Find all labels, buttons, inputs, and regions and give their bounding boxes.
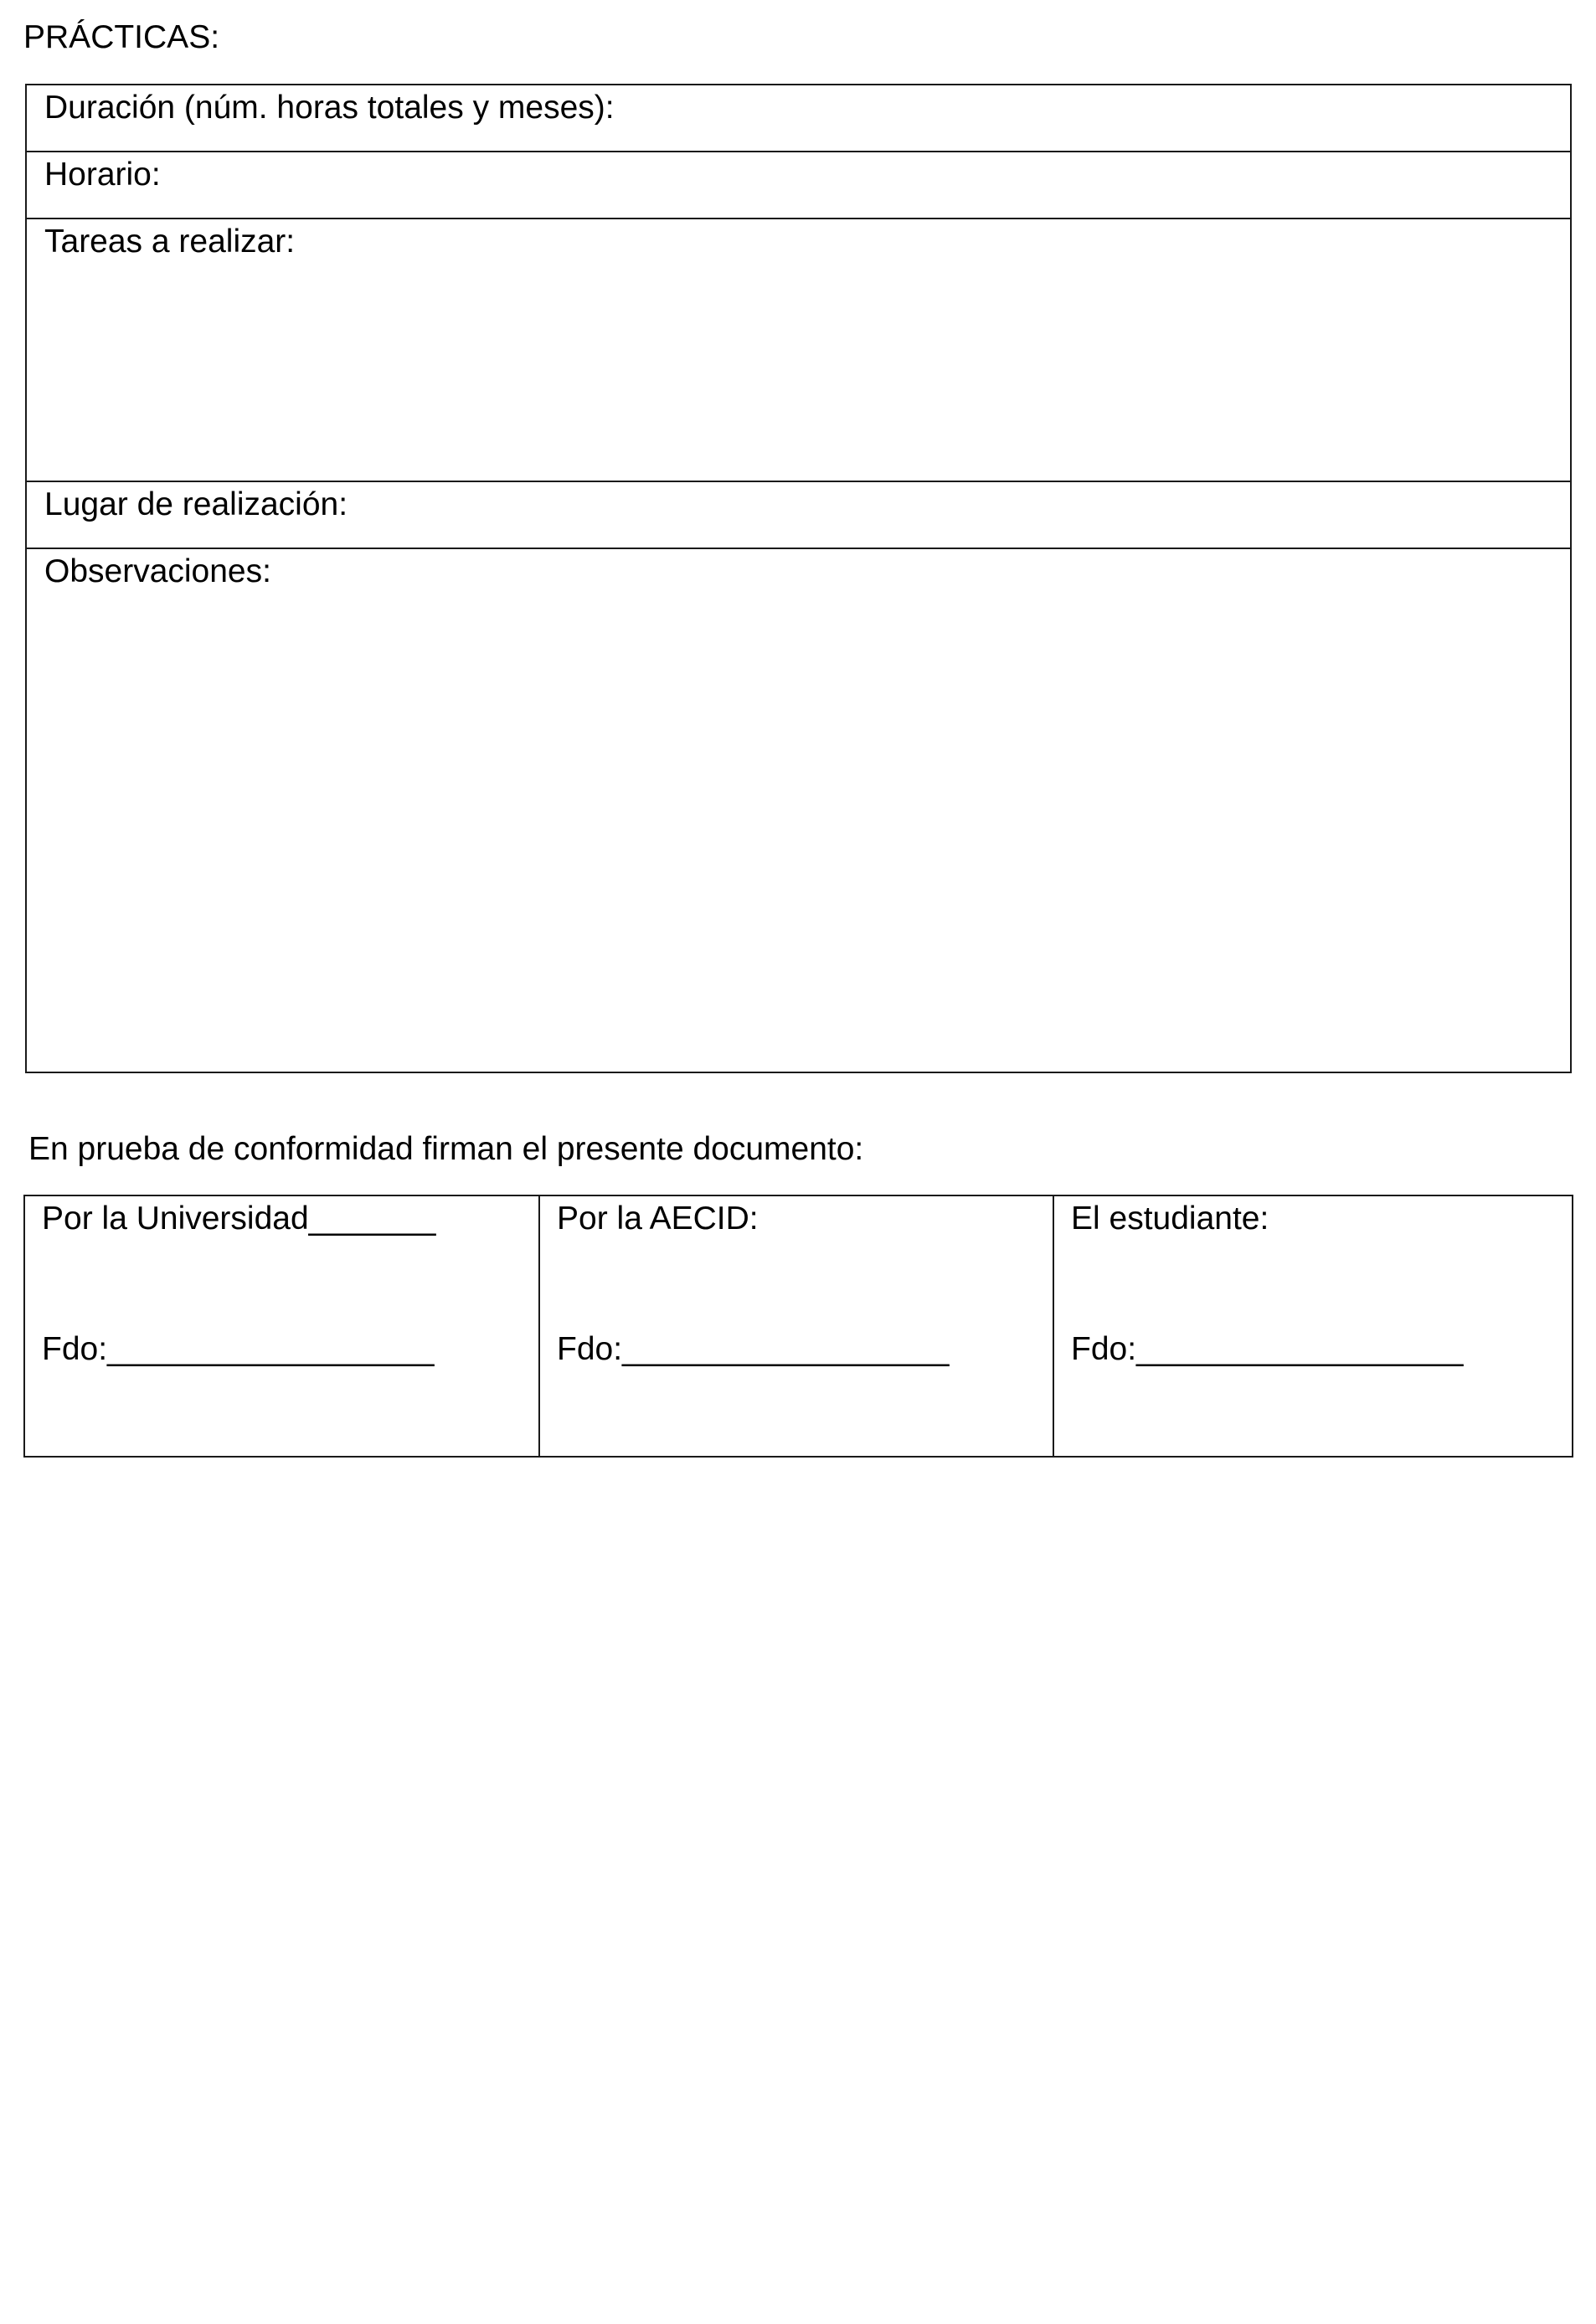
- firma-aecid-header: Por la AECID:: [557, 1201, 759, 1237]
- horario-field[interactable]: [27, 152, 1570, 219]
- lugar-label: Lugar de realización:: [44, 486, 348, 522]
- firma-estudiante-fdo: Fdo:__________________: [1071, 1331, 1464, 1367]
- observaciones-label: Observaciones:: [44, 553, 271, 589]
- firma-estudiante-cell[interactable]: [1054, 1196, 1572, 1456]
- firma-aecid-cell[interactable]: [540, 1196, 1054, 1456]
- lugar-field[interactable]: [27, 482, 1570, 549]
- tareas-label: Tareas a realizar:: [44, 224, 296, 260]
- firma-universidad-header: Por la Universidad_______: [42, 1201, 436, 1237]
- practicas-form-table: [25, 84, 1572, 1073]
- section-title: PRÁCTICAS:: [23, 19, 220, 55]
- duracion-field[interactable]: [27, 85, 1570, 152]
- tareas-field[interactable]: [27, 219, 1570, 482]
- firma-universidad-fdo: Fdo:__________________: [42, 1331, 435, 1367]
- firma-aecid-fdo: Fdo:__________________: [557, 1331, 950, 1367]
- duracion-label: Duración (núm. horas totales y meses):: [44, 90, 615, 126]
- observaciones-field[interactable]: [27, 549, 1570, 1072]
- horario-label: Horario:: [44, 157, 161, 193]
- firma-estudiante-header: El estudiante:: [1071, 1201, 1269, 1237]
- firmas-table: [23, 1195, 1573, 1458]
- firma-universidad-cell[interactable]: [25, 1196, 540, 1456]
- conformidad-text: En prueba de conformidad firman el presente documento:: [28, 1131, 864, 1167]
